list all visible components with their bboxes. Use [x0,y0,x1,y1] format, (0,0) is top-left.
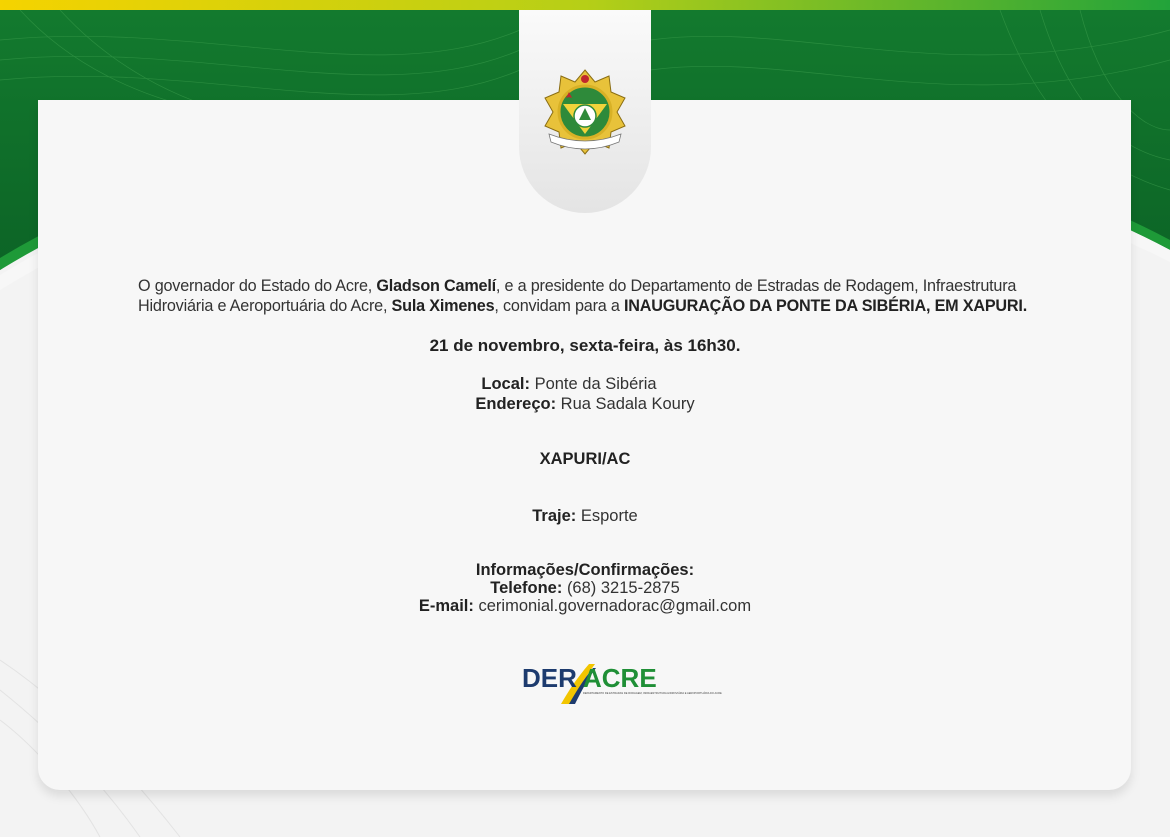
host-name: Gladson Camelí [376,277,496,295]
email-label: E-mail: [418,597,474,615]
phone-label: Telefone: [490,579,563,597]
logo-der-text: DER [522,663,577,693]
intro-text-3: , convidam para a [494,297,624,315]
email-value: cerimonial.governadorac@gmail.com [478,597,752,615]
address-label: Endereço: [475,395,557,413]
dress-value: Esporte [580,507,638,525]
acre-coat-of-arms [538,66,632,158]
invitation-intro [138,276,1038,316]
local-label: Local: [481,375,530,393]
phone-line [0,578,1170,598]
address-value: Rua Sadala Koury [560,395,695,413]
dress-code [0,506,1170,526]
local-value: Ponte da Sibéria [534,375,657,393]
event-date: 21 de novembro, sexta-feira, às 16h30. [429,336,741,355]
location-line [0,374,1170,394]
phone-value: (68) 3215-2875 [566,579,680,597]
der-acre-logo [521,660,722,706]
event-name: INAUGURAÇÃO DA PONTE DA SIBÉRIA, EM XAPURI. [624,297,1028,315]
contact-heading: Informações/Confirmações: [475,561,695,579]
president-name: Sula Ximenes [391,297,495,315]
intro-text-1: O governador do Estado do Acre, [138,277,377,295]
email-line [0,596,1170,616]
intro-text-2: , e a presidente do Departamento de Estradas de Rodagem, Infraestrutura Hidroviária e Aeroportuária do Acre, [138,277,1017,315]
logo-tagline: DEPARTAMENTO DE ESTRADAS DE RODAGEM, INFRAESTRUTURA HIDROVIÁRIA E AEROPORTUÁRIA DO ACRE [583,692,722,695]
logo-acre-text: ACRE [583,663,657,693]
city: XAPURI/AC [539,450,631,468]
dress-label: Traje: [532,507,577,525]
address-line [0,394,1170,414]
